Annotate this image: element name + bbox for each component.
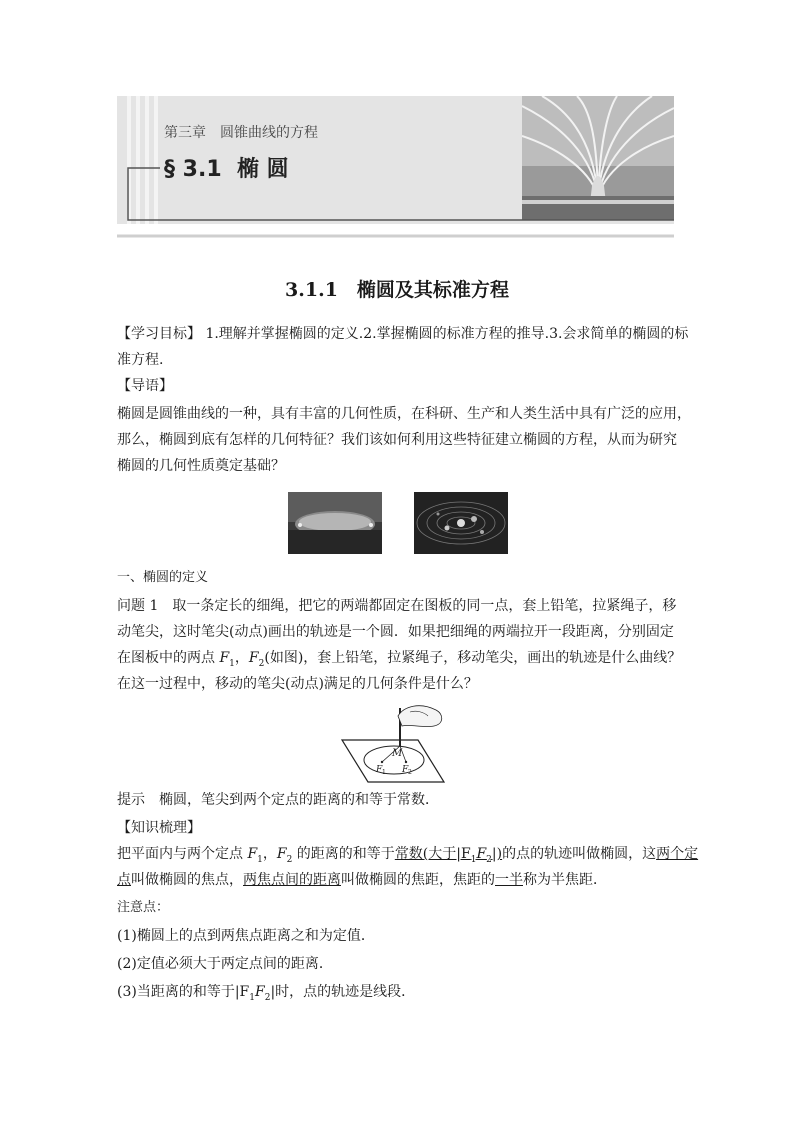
intro-line-3: 椭圆的几何性质奠定基础？ <box>117 458 285 474</box>
intro-line-1: 椭圆是圆锥曲线的一种，具有丰富的几何性质，在科研、生产和人类生活中具有广泛的应用， <box>117 406 691 422</box>
planet-horizon-photo <box>288 492 382 554</box>
knowledge-label: 【知识梳理】 <box>117 820 201 836</box>
question-line-1: 问题 1 取一条定长的细绳，把它的两端都固定在图板的同一点，套上铅笔，拉紧绳子，移 <box>117 598 677 614</box>
lesson-title: 3.1.1 椭圆及其标准方程 <box>285 279 509 301</box>
objective-line-2: 准方程. <box>117 352 164 368</box>
notes-label: 注意点： <box>117 900 170 915</box>
label-f2-sub: 2 <box>408 769 412 776</box>
knowledge-line-1: 把平面内与两个定点 $F_1$，$F_2$ 的距离的和等于常数(大于$|F_1F_2|$)的点的轨迹叫做椭圆，这两个定 <box>117 846 699 865</box>
question-line-4: 在这一过程中，移动的笔尖(动点)满足的几何条件是什么？ <box>117 676 478 692</box>
banner-stripes <box>127 96 167 224</box>
intro-label: 【导语】 <box>117 378 173 394</box>
architecture-photo <box>522 96 674 220</box>
label-m: M <box>392 748 403 759</box>
note-1: (1)椭圆上的点到两焦点距离之和为定值． <box>117 928 375 944</box>
solar-system-photo <box>414 492 508 554</box>
section-heading: 一、椭圆的定义 <box>117 570 209 585</box>
question-line-2: 动笔尖，这时笔尖(动点)画出的轨迹是一个圆．如果把细绳的两端拉开一段距离，分别固定 <box>117 624 674 640</box>
label-f1-letter: F <box>376 765 383 775</box>
note-2: (2)定值必须大于两定点间的距离． <box>117 956 333 972</box>
note-3: (3)当距离的和等于$|F_1F_2|$时，点的轨迹是线段． <box>117 984 416 1003</box>
knowledge-line-2: 点叫做椭圆的焦点，两焦点间的距离叫做椭圆的焦距，焦距的一半称为半焦距． <box>117 872 607 888</box>
objective-line-1: 【学习目标】 1.理解并掌握椭圆的定义.2.掌握椭圆的标准方程的推导.3.会求简单的椭圆的标 <box>117 326 689 342</box>
intro-line-2: 那么，椭圆到底有怎样的几何特征？我们该如何利用这些特征建立椭圆的方程，从而为研究 <box>117 432 677 448</box>
chapter-title: 第三章 圆锥曲线的方程 <box>164 125 318 141</box>
question-line-3: 在图板中的两点 $F_1$，$F_2$(如图)，套上铅笔，拉紧绳子，移动笔尖，画出的轨迹是什么曲线？ <box>117 650 682 669</box>
ellipse-drawing-figure <box>340 702 450 784</box>
label-f2-letter: F <box>402 765 409 775</box>
section-title: § 3.1 椭 圆 <box>164 157 289 182</box>
hint-text: 提示 椭圆，笔尖到两个定点的距离的和等于常数． <box>117 792 439 808</box>
label-f1-sub: 1 <box>382 769 386 776</box>
objective-label: 【学习目标】 <box>117 326 201 342</box>
